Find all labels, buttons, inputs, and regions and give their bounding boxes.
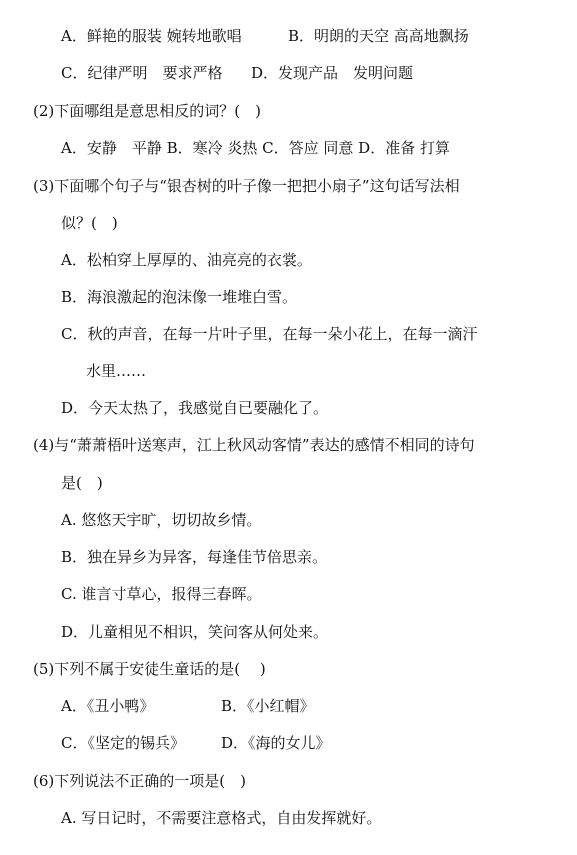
question-4-line-1: (4)与“萧萧梧叶送寒声，江上秋风动客情”表达的感情不相同的诗句 <box>33 436 475 454</box>
question-4-option-c: C. 谁言寸草心，报得三春晖。 <box>61 585 262 603</box>
question-3-option-d: D．今天太热了，我感觉自已要融化了。 <box>61 399 329 417</box>
question-3-line-1: (3)下面哪个句子与“银杏树的叶子像一把把小扇子”这句话写法相 <box>33 177 460 195</box>
question-6-option-a: A. 写日记时，不需要注意格式，自由发挥就好。 <box>61 809 382 827</box>
question-3-line-2: 似？( ) <box>61 214 118 232</box>
question-4-option-a: A. 悠悠天宇旷，切切故乡情。 <box>61 511 262 529</box>
question-2: (2)下面哪组是意思相反的词？( ) <box>33 102 261 120</box>
question-3-option-c-line-2: 水里…… <box>86 362 147 380</box>
option-b: B．《小红帽》 <box>221 697 315 715</box>
question-2-options: A．安静 平静 B．寒冷 炎热 C．答应 同意 D．准备 打算 <box>61 139 450 157</box>
question-4-option-b: B．独在异乡为异客，每逢佳节倍思亲。 <box>61 548 328 566</box>
option-c: C．《坚定的锡兵》 <box>61 734 185 752</box>
question-3-option-c-line-1: C．秋的声音，在每一片叶子里，在每一朵小花上，在每一滴汗 <box>61 325 478 343</box>
option-a: A．《丑小鸭》 <box>61 697 155 715</box>
question-5: (5)下列不属于安徒生童话的是( ) <box>33 660 266 678</box>
question-3-option-b: B．海浪激起的泡沫像一堆堆白雪。 <box>61 288 298 306</box>
question-4-option-d: D．儿童相见不相识，笑问客从何处来。 <box>61 623 329 641</box>
question-6: (6)下列说法不正确的一项是( ) <box>33 772 246 790</box>
question-3-option-a: A．松柏穿上厚厚的、油亮亮的衣裳。 <box>61 251 312 269</box>
option-a: A．鲜艳的服装 婉转地歌唱 <box>61 27 242 45</box>
option-d: D．发现产品 发明问题 <box>251 64 414 82</box>
question-4-line-2: 是( ) <box>61 474 103 492</box>
option-b: B．明朗的天空 高高地飘扬 <box>288 27 469 45</box>
option-c: C．纪律严明 要求严格 <box>61 64 223 82</box>
option-d: D．《海的女儿》 <box>221 734 331 752</box>
